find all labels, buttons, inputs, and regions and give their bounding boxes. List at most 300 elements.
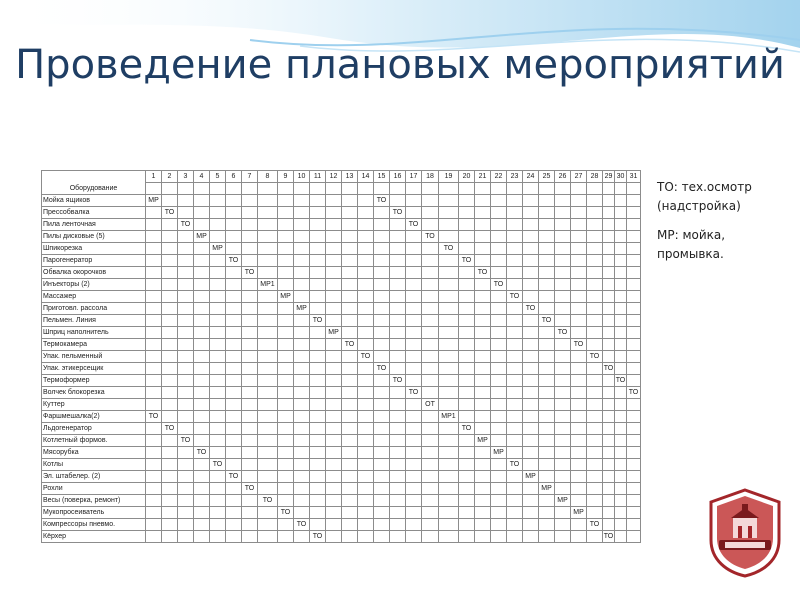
equipment-name: Приготовл. рассола	[42, 303, 146, 315]
schedule-cell	[194, 483, 210, 495]
schedule-cell	[358, 399, 374, 411]
schedule-mark: ТО	[587, 519, 603, 531]
schedule-cell	[162, 447, 178, 459]
schedule-cell	[439, 459, 459, 471]
schedule-cell	[615, 303, 627, 315]
schedule-cell	[326, 387, 342, 399]
schedule-cell	[587, 243, 603, 255]
schedule-cell	[178, 447, 194, 459]
schedule-cell	[571, 219, 587, 231]
schedule-cell	[162, 531, 178, 543]
schedule-cell	[615, 483, 627, 495]
schedule-cell	[278, 279, 294, 291]
schedule-cell	[439, 375, 459, 387]
schedule-cell	[571, 243, 587, 255]
schedule-cell	[194, 459, 210, 471]
equipment-name: Инъекторы (2)	[42, 279, 146, 291]
schedule-cell	[294, 255, 310, 267]
legend-to-line: ТО: тех.осмотр	[657, 180, 752, 194]
schedule-cell	[627, 327, 641, 339]
schedule-cell	[539, 531, 555, 543]
schedule-cell	[475, 495, 491, 507]
schedule-cell	[210, 387, 226, 399]
schedule-cell	[627, 279, 641, 291]
schedule-cell	[491, 339, 507, 351]
schedule-cell	[146, 471, 162, 483]
schedule-cell	[242, 207, 258, 219]
schedule-cell	[571, 435, 587, 447]
schedule-cell	[258, 207, 278, 219]
schedule-cell	[507, 423, 523, 435]
schedule-cell	[342, 411, 358, 423]
schedule-cell	[587, 423, 603, 435]
schedule-cell	[627, 363, 641, 375]
schedule-cell	[406, 519, 422, 531]
table-row	[42, 327, 641, 339]
schedule-cell	[587, 339, 603, 351]
schedule-cell	[571, 423, 587, 435]
schedule-cell	[491, 267, 507, 279]
schedule-cell	[587, 267, 603, 279]
schedule-cell	[294, 291, 310, 303]
schedule-cell	[310, 435, 326, 447]
schedule-cell	[406, 327, 422, 339]
schedule-cell	[390, 399, 406, 411]
schedule-cell	[507, 279, 523, 291]
schedule-cell	[374, 495, 390, 507]
schedule-cell	[571, 303, 587, 315]
schedule-cell	[555, 399, 571, 411]
schedule-cell	[439, 471, 459, 483]
schedule-cell	[178, 483, 194, 495]
schedule-cell	[374, 243, 390, 255]
schedule-cell	[459, 327, 475, 339]
schedule-cell	[374, 219, 390, 231]
schedule-mark: ТО	[627, 387, 641, 399]
schedule-cell	[523, 291, 539, 303]
schedule-cell	[210, 423, 226, 435]
schedule-cell	[258, 195, 278, 207]
schedule-cell	[422, 411, 439, 423]
schedule-cell	[390, 519, 406, 531]
table-row	[42, 219, 641, 231]
schedule-cell	[523, 495, 539, 507]
schedule-mark: МР	[278, 291, 294, 303]
schedule-cell	[294, 351, 310, 363]
schedule-cell	[226, 339, 242, 351]
schedule-cell	[627, 291, 641, 303]
day-header-spacer	[358, 183, 374, 195]
equipment-name: Льдогенератор	[42, 423, 146, 435]
schedule-cell	[194, 375, 210, 387]
schedule-cell	[194, 423, 210, 435]
schedule-cell	[242, 363, 258, 375]
schedule-cell	[555, 351, 571, 363]
schedule-cell	[406, 399, 422, 411]
schedule-cell	[194, 363, 210, 375]
schedule-cell	[390, 507, 406, 519]
schedule-cell	[294, 495, 310, 507]
schedule-cell	[555, 519, 571, 531]
schedule-cell	[571, 495, 587, 507]
schedule-cell	[210, 531, 226, 543]
schedule-cell	[539, 519, 555, 531]
schedule-cell	[571, 231, 587, 243]
schedule-cell	[210, 195, 226, 207]
schedule-cell	[422, 363, 439, 375]
schedule-cell	[194, 411, 210, 423]
schedule-mark: ТО	[390, 375, 406, 387]
schedule-cell	[226, 207, 242, 219]
day-header-spacer	[310, 183, 326, 195]
schedule-cell	[555, 243, 571, 255]
schedule-cell	[146, 219, 162, 231]
schedule-mark: ТО	[162, 207, 178, 219]
schedule-cell	[390, 255, 406, 267]
schedule-cell	[615, 447, 627, 459]
schedule-cell	[146, 351, 162, 363]
schedule-cell	[178, 507, 194, 519]
schedule-cell	[146, 315, 162, 327]
schedule-cell	[587, 399, 603, 411]
schedule-cell	[475, 387, 491, 399]
schedule-cell	[523, 267, 539, 279]
day-header: 16	[390, 171, 406, 183]
equipment-column-header: Оборудование	[42, 171, 146, 195]
schedule-cell	[178, 387, 194, 399]
schedule-cell	[194, 195, 210, 207]
schedule-cell	[571, 447, 587, 459]
schedule-cell	[194, 243, 210, 255]
schedule-cell	[242, 495, 258, 507]
schedule-cell	[178, 519, 194, 531]
schedule-cell	[439, 207, 459, 219]
schedule-cell	[571, 387, 587, 399]
schedule-cell	[422, 495, 439, 507]
schedule-cell	[258, 387, 278, 399]
schedule-cell	[226, 291, 242, 303]
schedule-cell	[475, 219, 491, 231]
schedule-cell	[226, 435, 242, 447]
schedule-cell	[278, 387, 294, 399]
schedule-cell	[459, 231, 475, 243]
day-header: 15	[374, 171, 390, 183]
schedule-cell	[571, 255, 587, 267]
schedule-cell	[342, 351, 358, 363]
schedule-cell	[342, 219, 358, 231]
schedule-cell	[294, 471, 310, 483]
schedule-cell	[162, 435, 178, 447]
schedule-cell	[374, 447, 390, 459]
schedule-cell	[178, 399, 194, 411]
schedule-cell	[294, 195, 310, 207]
schedule-cell	[555, 291, 571, 303]
schedule-cell	[627, 519, 641, 531]
schedule-cell	[603, 255, 615, 267]
schedule-cell	[555, 207, 571, 219]
schedule-cell	[459, 279, 475, 291]
schedule-cell	[422, 303, 439, 315]
schedule-cell	[226, 447, 242, 459]
schedule-cell	[162, 471, 178, 483]
schedule-cell	[539, 423, 555, 435]
schedule-cell	[523, 363, 539, 375]
schedule-cell	[439, 387, 459, 399]
day-header-spacer	[210, 183, 226, 195]
equipment-name: Шприц наполнитель	[42, 327, 146, 339]
schedule-cell	[358, 231, 374, 243]
schedule-cell	[507, 327, 523, 339]
schedule-cell	[539, 279, 555, 291]
schedule-cell	[358, 327, 374, 339]
schedule-cell	[278, 483, 294, 495]
table-row	[42, 231, 641, 243]
day-header: 4	[194, 171, 210, 183]
schedule-cell	[459, 243, 475, 255]
schedule-cell	[555, 411, 571, 423]
schedule-cell	[194, 351, 210, 363]
schedule-cell	[587, 507, 603, 519]
schedule-cell	[342, 459, 358, 471]
schedule-cell	[539, 399, 555, 411]
schedule-cell	[358, 447, 374, 459]
schedule-cell	[358, 243, 374, 255]
schedule-cell	[422, 447, 439, 459]
schedule-cell	[194, 255, 210, 267]
schedule-cell	[146, 267, 162, 279]
schedule-cell	[475, 303, 491, 315]
schedule-cell	[294, 387, 310, 399]
schedule-cell	[390, 243, 406, 255]
schedule-cell	[258, 315, 278, 327]
schedule-mark: ТО	[459, 255, 475, 267]
schedule-cell	[491, 399, 507, 411]
schedule-cell	[278, 267, 294, 279]
schedule-cell	[615, 219, 627, 231]
schedule-cell	[406, 471, 422, 483]
schedule-cell	[406, 195, 422, 207]
schedule-cell	[374, 507, 390, 519]
schedule-cell	[258, 411, 278, 423]
schedule-cell	[555, 315, 571, 327]
schedule-cell	[210, 339, 226, 351]
schedule-mark: ТО	[587, 351, 603, 363]
schedule-cell	[390, 495, 406, 507]
schedule-cell	[539, 471, 555, 483]
schedule-cell	[422, 339, 439, 351]
schedule-cell	[439, 495, 459, 507]
schedule-cell	[358, 375, 374, 387]
schedule-cell	[294, 363, 310, 375]
schedule-cell	[555, 255, 571, 267]
schedule-cell	[226, 531, 242, 543]
schedule-cell	[326, 255, 342, 267]
schedule-cell	[146, 447, 162, 459]
schedule-cell	[615, 243, 627, 255]
schedule-cell	[523, 243, 539, 255]
schedule-mark: ТО	[374, 363, 390, 375]
schedule-cell	[406, 243, 422, 255]
schedule-cell	[523, 219, 539, 231]
schedule-cell	[571, 471, 587, 483]
schedule-cell	[162, 483, 178, 495]
schedule-cell	[571, 459, 587, 471]
equipment-name: Обвалка окорочков	[42, 267, 146, 279]
equipment-name: Весы (поверка, ремонт)	[42, 495, 146, 507]
schedule-cell	[242, 279, 258, 291]
schedule-cell	[422, 435, 439, 447]
schedule-cell	[194, 435, 210, 447]
schedule-cell	[627, 231, 641, 243]
schedule-cell	[555, 387, 571, 399]
schedule-cell	[374, 375, 390, 387]
schedule-cell	[406, 507, 422, 519]
schedule-cell	[146, 363, 162, 375]
schedule-cell	[475, 507, 491, 519]
schedule-cell	[258, 219, 278, 231]
schedule-mark: МР	[555, 495, 571, 507]
day-header-spacer	[278, 183, 294, 195]
schedule-cell	[242, 471, 258, 483]
schedule-cell	[258, 507, 278, 519]
schedule-cell	[615, 387, 627, 399]
schedule-cell	[310, 291, 326, 303]
schedule-cell	[571, 351, 587, 363]
day-header: 23	[507, 171, 523, 183]
schedule-cell	[194, 339, 210, 351]
schedule-cell	[603, 507, 615, 519]
schedule-cell	[294, 219, 310, 231]
day-header: 7	[242, 171, 258, 183]
schedule-cell	[146, 339, 162, 351]
schedule-cell	[422, 279, 439, 291]
schedule-cell	[475, 423, 491, 435]
equipment-name: Парогенератор	[42, 255, 146, 267]
schedule-mark: ТО	[294, 519, 310, 531]
schedule-cell	[310, 483, 326, 495]
schedule-cell	[374, 315, 390, 327]
schedule-cell	[491, 519, 507, 531]
table-row	[42, 423, 641, 435]
schedule-cell	[422, 531, 439, 543]
schedule-mark: ТО	[178, 435, 194, 447]
schedule-mark: МР	[571, 507, 587, 519]
schedule-cell	[390, 267, 406, 279]
equipment-name: Эл. штабелер. (2)	[42, 471, 146, 483]
schedule-cell	[358, 507, 374, 519]
schedule-cell	[475, 231, 491, 243]
schedule-cell	[615, 231, 627, 243]
schedule-cell	[374, 435, 390, 447]
schedule-cell	[210, 291, 226, 303]
schedule-cell	[539, 507, 555, 519]
schedule-cell	[406, 375, 422, 387]
schedule-cell	[390, 315, 406, 327]
day-header-spacer	[475, 183, 491, 195]
schedule-cell	[555, 459, 571, 471]
schedule-cell	[439, 399, 459, 411]
schedule-cell	[326, 483, 342, 495]
schedule-cell	[242, 315, 258, 327]
schedule-cell	[406, 267, 422, 279]
schedule-cell	[162, 459, 178, 471]
equipment-name: Мукопросеиватель	[42, 507, 146, 519]
day-header: 30	[615, 171, 627, 183]
schedule-cell	[242, 231, 258, 243]
schedule-cell	[278, 315, 294, 327]
schedule-cell	[178, 279, 194, 291]
schedule-cell	[278, 519, 294, 531]
schedule-cell	[194, 219, 210, 231]
schedule-cell	[475, 255, 491, 267]
schedule-cell	[146, 303, 162, 315]
schedule-cell	[390, 327, 406, 339]
schedule-cell	[587, 411, 603, 423]
schedule-cell	[439, 195, 459, 207]
schedule-cell	[439, 219, 459, 231]
schedule-cell	[242, 327, 258, 339]
schedule-mark: ТО	[258, 495, 278, 507]
schedule-cell	[615, 195, 627, 207]
table-row	[42, 399, 641, 411]
schedule-cell	[587, 471, 603, 483]
schedule-cell	[178, 255, 194, 267]
schedule-cell	[326, 423, 342, 435]
schedule-cell	[615, 255, 627, 267]
day-header-spacer	[587, 183, 603, 195]
schedule-cell	[555, 219, 571, 231]
table-row	[42, 267, 641, 279]
schedule-cell	[507, 399, 523, 411]
schedule-cell	[603, 495, 615, 507]
schedule-cell	[439, 351, 459, 363]
schedule-cell	[326, 447, 342, 459]
schedule-cell	[194, 471, 210, 483]
schedule-cell	[310, 219, 326, 231]
schedule-mark: ТО	[278, 507, 294, 519]
schedule-cell	[358, 303, 374, 315]
schedule-cell	[459, 219, 475, 231]
schedule-cell	[210, 279, 226, 291]
schedule-cell	[310, 519, 326, 531]
schedule-cell	[278, 351, 294, 363]
schedule-cell	[258, 531, 278, 543]
schedule-cell	[615, 339, 627, 351]
schedule-mark: ТО	[226, 255, 242, 267]
schedule-cell	[459, 267, 475, 279]
schedule-cell	[439, 435, 459, 447]
day-header-spacer	[294, 183, 310, 195]
schedule-cell	[523, 375, 539, 387]
schedule-cell	[390, 435, 406, 447]
schedule-cell	[523, 279, 539, 291]
schedule-cell	[374, 423, 390, 435]
schedule-cell	[615, 291, 627, 303]
schedule-cell	[587, 363, 603, 375]
schedule-cell	[627, 195, 641, 207]
day-header-spacer	[342, 183, 358, 195]
schedule-cell	[507, 471, 523, 483]
schedule-cell	[326, 507, 342, 519]
schedule-cell	[358, 339, 374, 351]
schedule-cell	[194, 507, 210, 519]
schedule-cell	[390, 339, 406, 351]
schedule-cell	[507, 267, 523, 279]
schedule-cell	[587, 315, 603, 327]
schedule-cell	[406, 447, 422, 459]
schedule-cell	[422, 207, 439, 219]
schedule-cell	[358, 315, 374, 327]
